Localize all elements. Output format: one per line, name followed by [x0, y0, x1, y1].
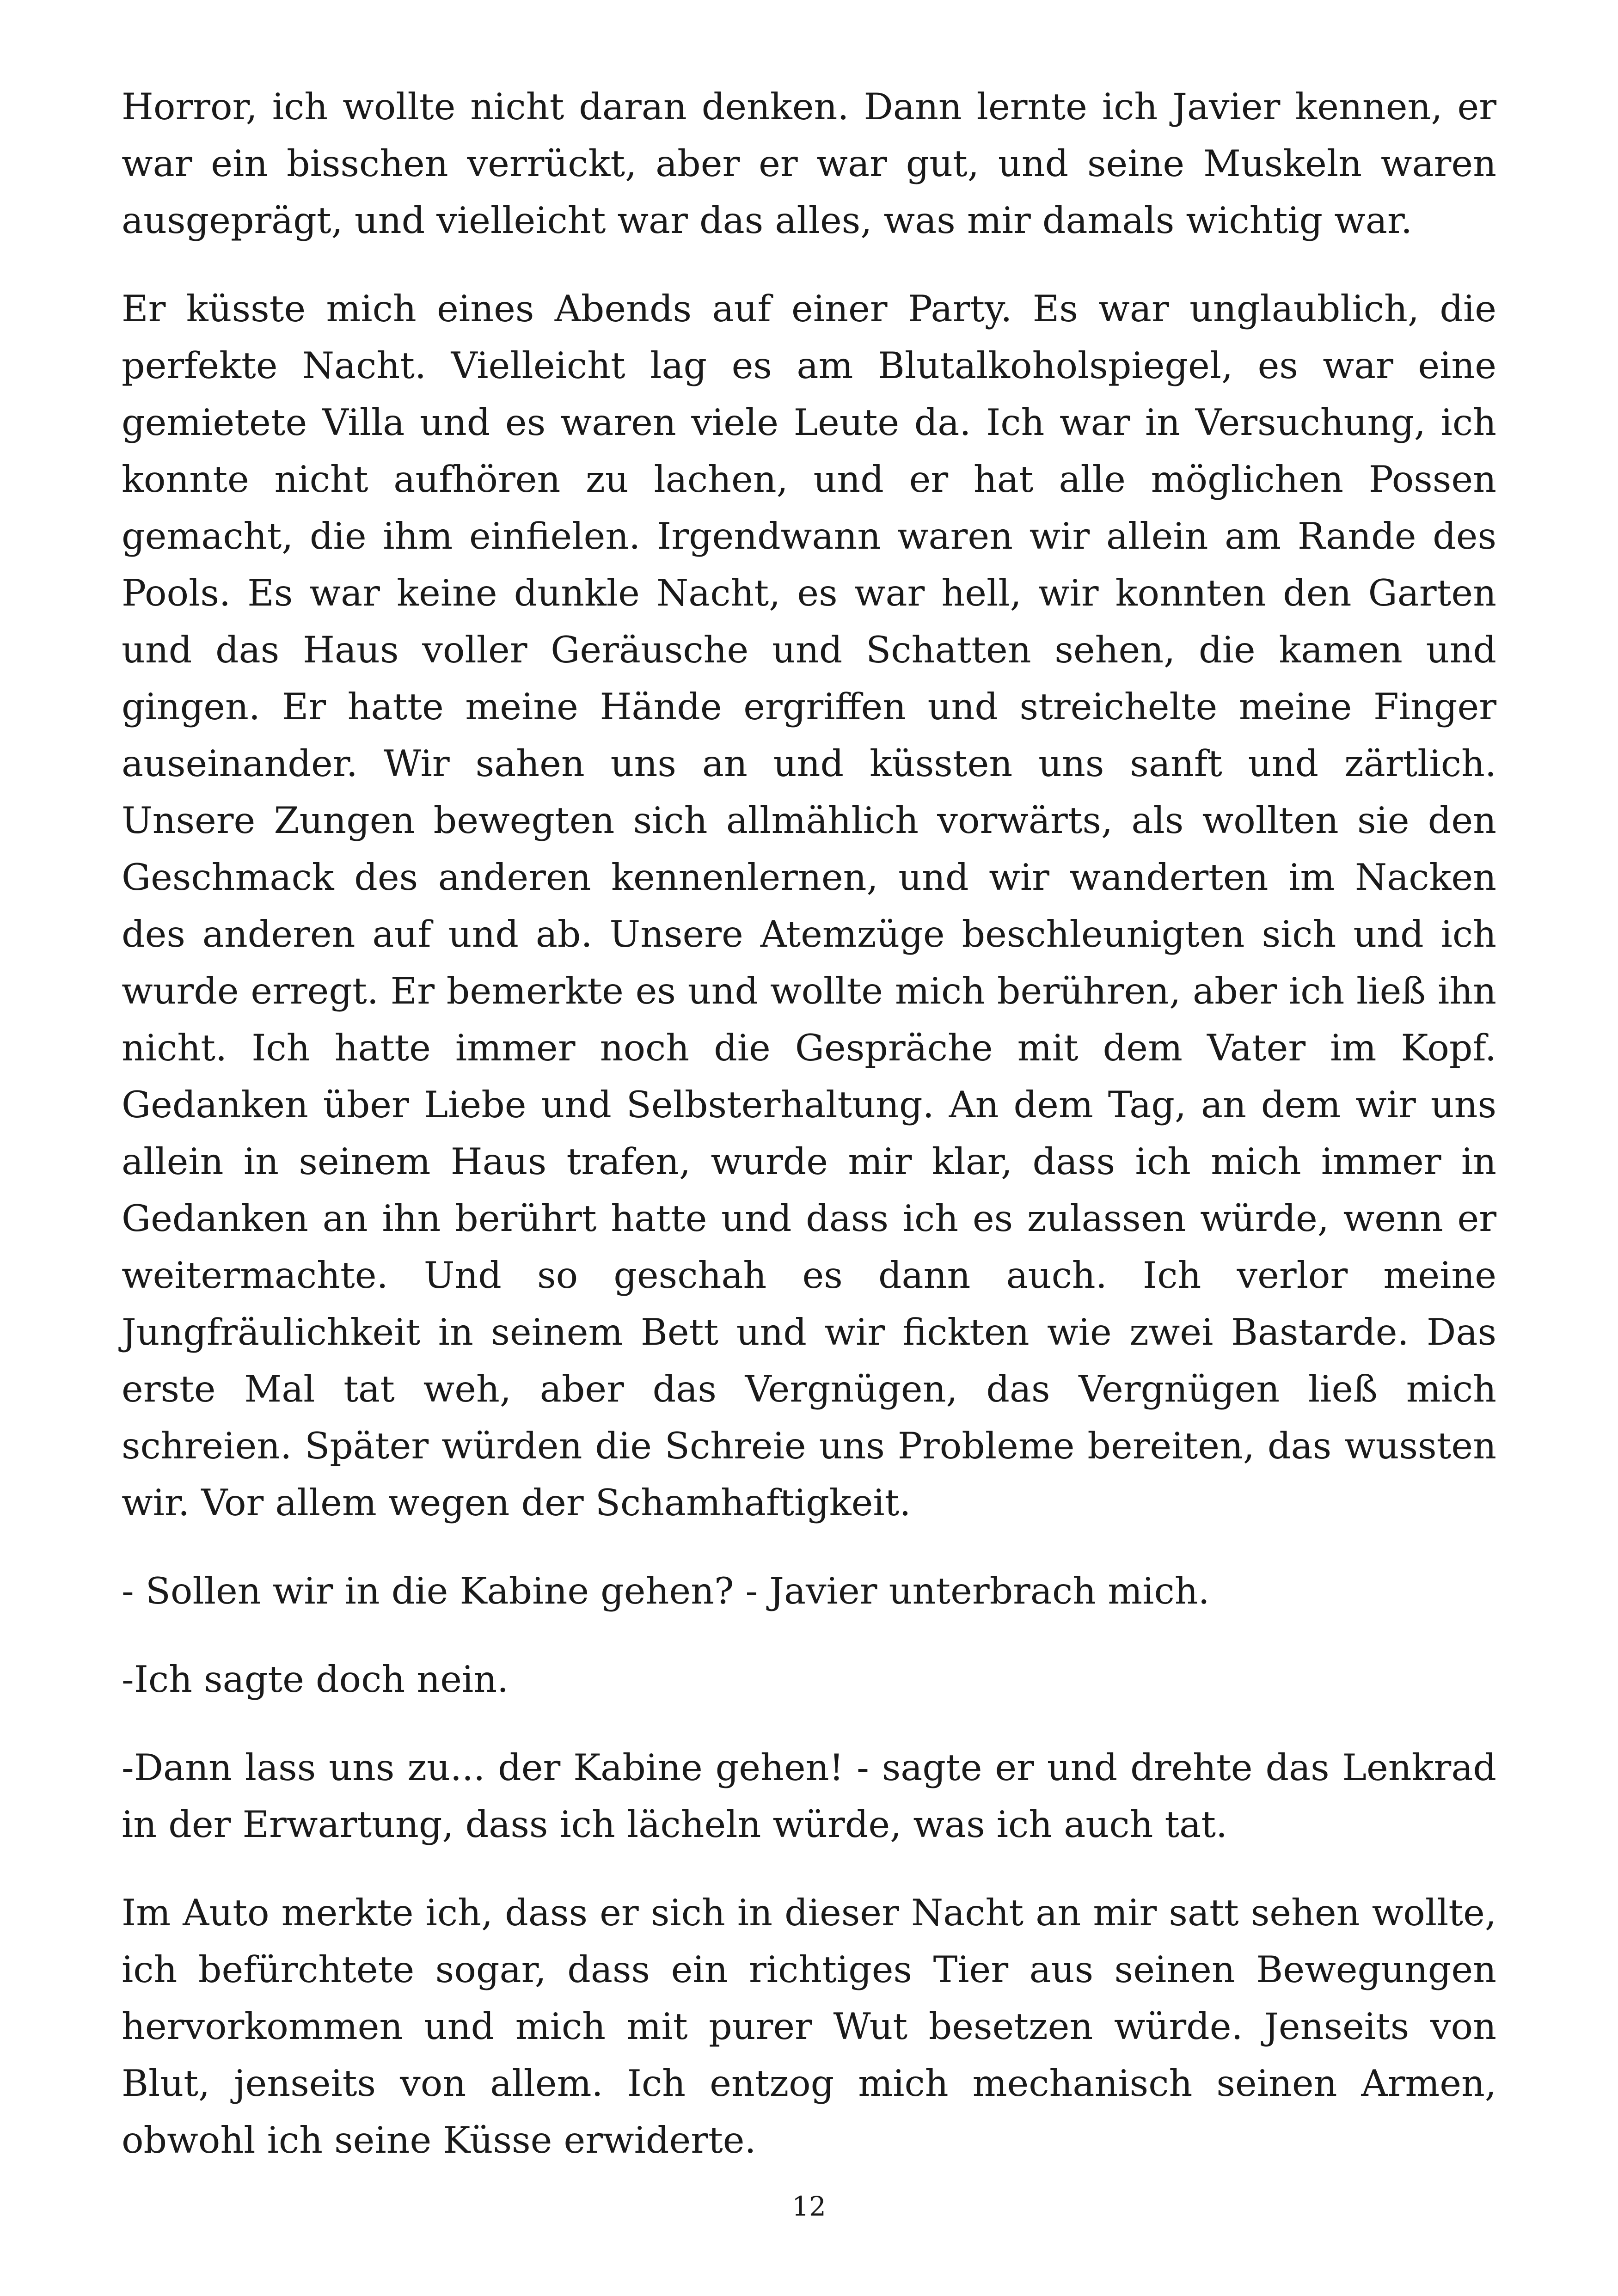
paragraph-party: Er küsste mich eines Abends auf einer Party. Es war unglaublich, die perfekte Nacht. Vielleicht lag es am Blutalkoholspiegel, es war eine gemietete Villa und es waren viele Leute da. Ich war in Versuchung, ich konnte nicht aufhören zu lachen, und er hat alle möglichen Possen gemacht, die ihm einfielen. Irgendwann waren wir allein am Rande des Pools. Es war keine dunkle Nacht, es war hell, wir konnten den Garten und das Haus voller Geräusche und Schatten sehen, die kamen und gingen. Er hatte meine Hände ergriffen und streichelte meine Finger auseinander. Wir sahen uns an und küssten uns sanft und zärtlich. Unsere Zungen bewegten sich allmählich vorwärts, als wollten sie den Geschmack des anderen kennenlernen, und wir wanderten im Nacken des anderen auf und ab. Unsere Atemzüge beschleunigten sich und ich wurde erregt. Er bemerkte es und wollte mich berühren, aber ich ließ ihn nicht. Ich hatte immer noch die Gespräche mit dem Vater im Kopf. Gedanken über Liebe und Selbsterhaltung. An dem Tag, an dem wir uns allein in seinem Haus trafen, wurde mir klar, dass ich mich immer in Gedanken an ihn berührt hatte und dass ich es zulassen würde, wenn er weitermachte. Und so geschah es dann auch. Ich verlor meine Jungfräulichkeit in seinem Bett und wir fickten wie zwei Bastarde. Das erste Mal tat weh, aber das Vergnügen, das Vergnügen ließ mich schreien. Später würden die Schreie uns Probleme bereiten, das wussten wir. Vor allem wegen der Schamhaftigkeit.	[122, 288, 1496, 1524]
dialogue-line-reply: -Ich sagte doch nein.	[122, 1658, 509, 1701]
dialogue-line-javier-question: - Sollen wir in die Kabine gehen? - Javier unterbrach mich.	[122, 1570, 1210, 1612]
paragraph-car: Im Auto merkte ich, dass er sich in dieser Nacht an mir satt sehen wollte, ich befürchtete sogar, dass ein richtiges Tier aus seinen Bewegungen hervorkommen und mich mit purer Wut besetzen würde. Jenseits von Blut, jenseits von allem. Ich entzog mich mechanisch seinen Armen, obwohl ich seine Küsse erwiderte.	[122, 1892, 1496, 2161]
dialogue-line-cabin: -Dann lass uns zu... der Kabine gehen! - sagte er und drehte das Lenkrad in der Erwartung, dass ich lächeln würde, was ich auch tat.	[122, 1746, 1496, 1846]
page-number: 12	[792, 2191, 826, 2222]
paragraph-intro: Horror, ich wollte nicht daran denken. Dann lernte ich Javier kennen, er war ein bisschen verrückt, aber er war gut, und seine Muskeln waren ausgeprägt, und vielleicht war das alles, was mir damals wichtig war.	[122, 86, 1496, 242]
page-body	[122, 79, 1496, 2200]
